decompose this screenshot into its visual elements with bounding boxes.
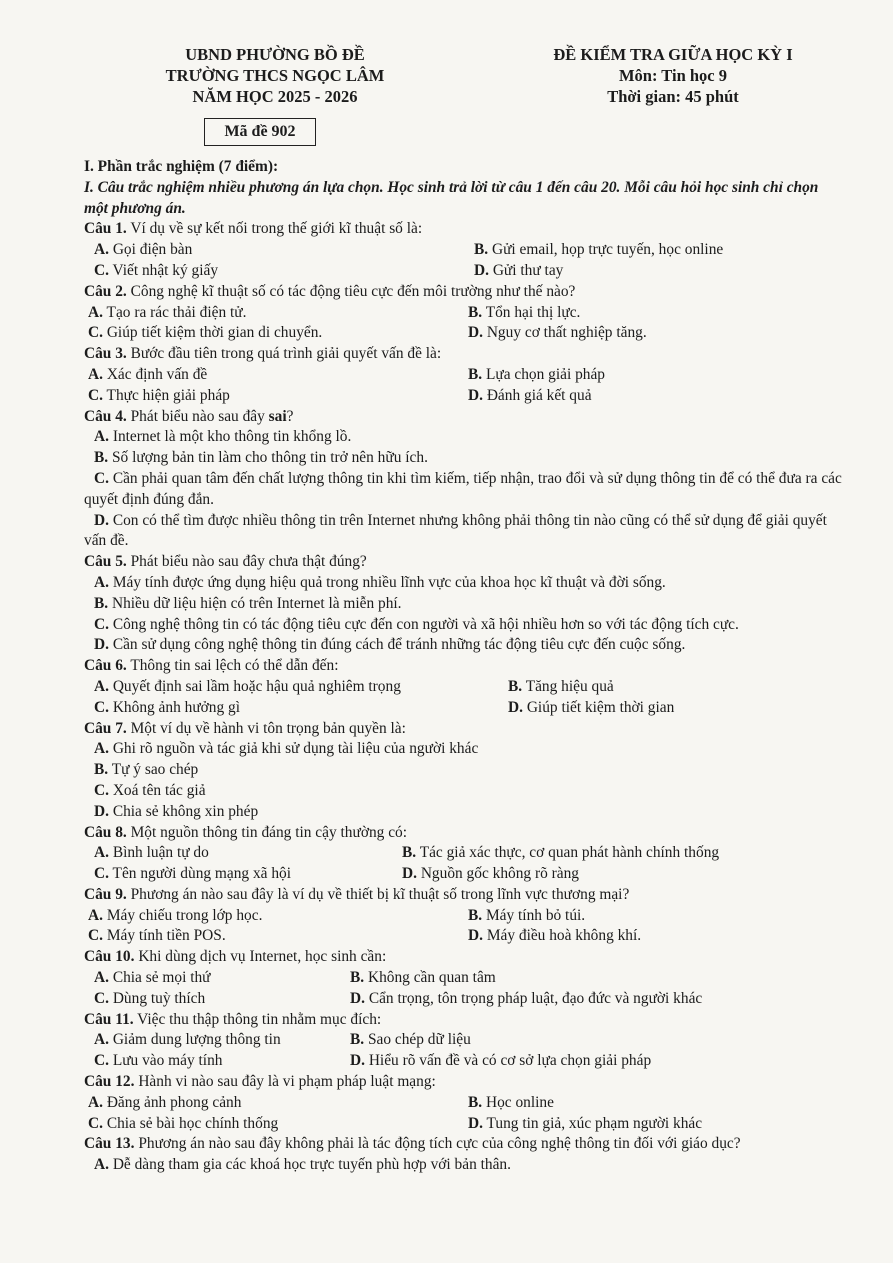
options-row — [84, 1030, 844, 1051]
option-d: D. Máy điều hoà không khí. — [468, 927, 642, 945]
options-row — [84, 1114, 844, 1135]
option-a: A. Internet là một kho thông tin khổng lồ. — [94, 428, 352, 446]
options-row — [84, 906, 844, 927]
option-b: B. Học online — [468, 1093, 554, 1111]
option-d: D. Cẩn trọng, tôn trọng pháp luật, đạo đức và người khác — [350, 989, 703, 1007]
question-8: Câu 8. Một nguồn thông tin đáng tin cậy thường có: — [84, 823, 407, 841]
option-b: B. Nhiều dữ liệu hiện có trên Internet là miễn phí. — [94, 594, 402, 612]
option-a: A. Xác định vấn đề — [88, 365, 208, 383]
option-c: C. Tên người dùng mạng xã hội — [94, 865, 292, 883]
option-d: D. Hiểu rõ vấn đề và có cơ sở lựa chọn giải pháp — [350, 1052, 652, 1070]
option-b: B. Tác giả xác thực, cơ quan phát hành chính thống — [402, 844, 720, 862]
options-row — [84, 1051, 844, 1072]
option-d: D. Nguồn gốc không rõ ràng — [402, 865, 579, 883]
option-b: B. Tổn hại thị lực. — [468, 303, 581, 321]
question-12: Câu 12. Hành vi nào sau đây là vi phạm pháp luật mạng: — [84, 1073, 436, 1091]
option-a: A. Chia sẻ mọi thứ — [94, 969, 211, 987]
exam-header — [508, 44, 838, 107]
option-c: C. Cần phải quan tâm đến chất lượng thông tin khi tìm kiếm, tiếp nhận, trao đổi và sử dụng thông tin để có thể đưa ra các quyết định đúng đắn. — [84, 469, 842, 508]
question-3: Câu 3. Bước đầu tiên trong quá trình giải quyết vấn đề là: — [84, 345, 442, 363]
option-b: B. Sao chép dữ liệu — [350, 1031, 471, 1049]
option-a: A. Đăng ảnh phong cảnh — [88, 1093, 242, 1111]
exam-title: ĐỀ KIỂM TRA GIỮA HỌC KỲ I — [553, 45, 793, 64]
option-a: A. Máy chiếu trong lớp học. — [88, 906, 263, 924]
option-b: B. Máy tính bỏ túi. — [468, 906, 586, 924]
exam-body — [84, 157, 844, 1176]
option-a: A. Dễ dàng tham gia các khoá học trực tuyến phù hợp với bản thân. — [94, 1156, 511, 1174]
options-row — [84, 261, 844, 282]
exam-subject: Môn: Tin học 9 — [618, 66, 728, 85]
option-c: C. Công nghệ thông tin có tác động tiêu cực đến con người và xã hội nhiều hơn so với tác động tích cực. — [94, 615, 739, 633]
options-row — [84, 864, 844, 885]
question-number: Câu 1. — [84, 220, 127, 238]
option-a: A. Gọi điện bàn — [94, 241, 193, 259]
option-b: B. Gửi email, họp trực tuyến, học online — [474, 241, 724, 259]
option-c: C. Viết nhật ký giấy — [94, 261, 219, 279]
option-b: B. Tự ý sao chép — [94, 761, 199, 779]
question-4: Câu 4. Phát biểu nào sau đây sai? — [84, 407, 294, 425]
options-row — [84, 968, 844, 989]
question-2: Câu 2. Công nghệ kĩ thuật số có tác động tiêu cực đến môi trường như thế nào? — [84, 282, 576, 300]
options-row — [84, 989, 844, 1010]
option-d: D. Con có thể tìm được nhiều thông tin trên Internet nhưng không phải thông tin nào cũng có thể sử dụng để giải quyết vấn đề. — [84, 511, 827, 550]
option-a: A. Tạo ra rác thải điện tử. — [88, 303, 247, 321]
option-a: A. Giảm dung lượng thông tin — [94, 1031, 281, 1049]
exam-code-box: Mã đề 902 — [204, 118, 316, 146]
question-7: Câu 7. Một ví dụ về hành vi tôn trọng bản quyền là: — [84, 719, 406, 737]
option-c: C. Không ảnh hưởng gì — [94, 698, 241, 716]
option-b: B. Không cần quan tâm — [350, 969, 496, 987]
options-row — [84, 926, 844, 947]
question-6: Câu 6. Thông tin sai lệch có thể dẫn đến: — [84, 657, 339, 675]
instruction-text: I. Câu trắc nghiệm nhiều phương án lựa chọn. Học sinh trả lời từ câu 1 đến câu 20. Mỗi câu hỏi học sinh chỉ chọn một phương án. — [84, 178, 819, 217]
school-header — [150, 44, 400, 107]
question-10: Câu 10. Khi dùng dịch vụ Internet, học sinh cần: — [84, 948, 387, 966]
options-row — [84, 698, 844, 719]
district-name: UBND PHƯỜNG BỒ ĐỀ — [185, 45, 365, 64]
option-a: A. Bình luận tự do — [94, 844, 209, 862]
option-c: C. Xoá tên tác giả — [94, 781, 206, 799]
option-b: B. Tăng hiệu quả — [508, 677, 614, 695]
options-row — [84, 843, 844, 864]
option-b: B. Lựa chọn giải pháp — [468, 365, 606, 383]
option-d: D. Tung tin giả, xúc phạm người khác — [468, 1114, 703, 1132]
question-1 — [84, 219, 844, 240]
question-text: Ví dụ về sự kết nối trong thế giới kĩ thuật số là: — [126, 220, 423, 238]
option-a: A. Máy tính được ứng dụng hiệu quả trong nhiều lĩnh vực của khoa học kĩ thuật và đời sống. — [94, 573, 666, 591]
options-row — [84, 240, 844, 261]
option-a: A. Ghi rõ nguồn và tác giả khi sử dụng tài liệu của người khác — [94, 740, 479, 758]
options-row — [84, 303, 844, 324]
school-name: TRƯỜNG THCS NGỌC LÂM — [165, 66, 385, 85]
option-c: C. Dùng tuỳ thích — [94, 989, 206, 1007]
options-row — [84, 677, 844, 698]
question-11: Câu 11. Việc thu thập thông tin nhằm mục đích: — [84, 1010, 382, 1028]
option-d: D. Chia sẻ không xin phép — [94, 802, 259, 820]
option-b: B. Số lượng bản tin làm cho thông tin trở nên hữu ích. — [94, 449, 428, 467]
option-c: C. Thực hiện giải pháp — [88, 386, 230, 404]
options-row — [84, 386, 844, 407]
options-row — [84, 365, 844, 386]
option-d: D. Cần sử dụng công nghệ thông tin đúng cách để tránh những tác động tiêu cực đến cuộc sống. — [94, 636, 686, 654]
question-9: Câu 9. Phương án nào sau đây là ví dụ về thiết bị kĩ thuật số trong lĩnh vực thương mại? — [84, 885, 630, 903]
options-row — [84, 1093, 844, 1114]
question-13: Câu 13. Phương án nào sau đây không phải là tác động tích cực của công nghệ thông tin đối với giáo dục? — [84, 1135, 741, 1153]
option-d: D. Giúp tiết kiệm thời gian — [508, 698, 675, 716]
section-title: I. Phần trắc nghiệm (7 điểm): — [84, 158, 279, 175]
option-a: A. Quyết định sai lầm hoặc hậu quả nghiêm trọng — [94, 677, 401, 695]
option-c: C. Chia sẻ bài học chính thống — [88, 1114, 279, 1132]
option-d: D. Nguy cơ thất nghiệp tăng. — [468, 324, 647, 342]
option-d: D. Gửi thư tay — [474, 261, 564, 279]
exam-duration: Thời gian: 45 phút — [607, 87, 739, 106]
option-c: C. Giúp tiết kiệm thời gian di chuyển. — [88, 324, 323, 342]
option-d: D. Đánh giá kết quả — [468, 386, 592, 404]
option-c: C. Lưu vào máy tính — [94, 1052, 223, 1070]
school-year: NĂM HỌC 2025 - 2026 — [192, 87, 358, 106]
option-c: C. Máy tính tiền POS. — [88, 927, 226, 945]
question-5: Câu 5. Phát biểu nào sau đây chưa thật đúng? — [84, 553, 367, 571]
options-row — [84, 323, 844, 344]
